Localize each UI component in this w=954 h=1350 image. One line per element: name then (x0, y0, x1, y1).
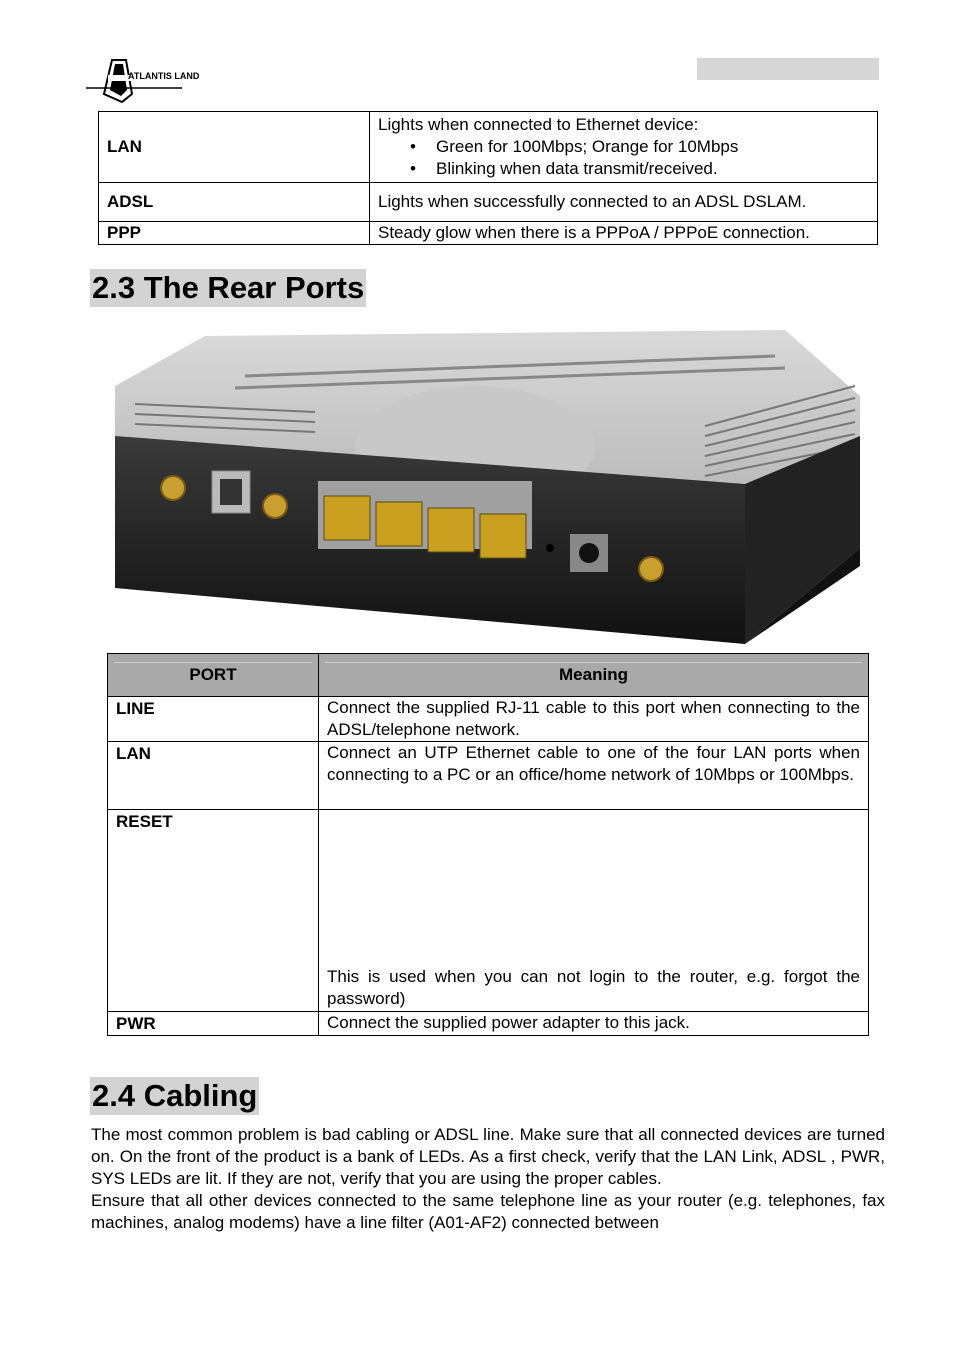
table-row (99, 112, 878, 183)
port-name: RESET (108, 810, 319, 1012)
router-rear-photo (95, 316, 880, 644)
paragraph: Ensure that all other devices connected to the same telephone line as your router (e.g. telephones, fax machines, analog modems) have a line filter (A01-AF2) connected between (91, 1191, 885, 1232)
led-name: PPP (99, 222, 370, 245)
led-name: LAN (99, 112, 370, 183)
port-description: Connect the supplied power adapter to this jack. (319, 1012, 869, 1036)
port-name: LINE (108, 697, 319, 742)
port-table (107, 653, 869, 1036)
led-description (370, 112, 878, 183)
section-title-cabling: 2.4 Cabling (92, 1078, 258, 1113)
port-name: LAN (108, 742, 319, 810)
section-title-rear-ports: 2.3 The Rear Ports (92, 270, 365, 305)
table-row (108, 1012, 869, 1036)
cabling-body-text (91, 1124, 885, 1234)
led-table (98, 111, 878, 245)
list-item: • Green for 100Mbps; Orange for 10Mbps (378, 136, 869, 158)
table-row (108, 810, 869, 1012)
port-description: Connect the supplied RJ-11 cable to this port when connecting to the ADSL/telephone network. (319, 697, 869, 742)
list-item: • Blinking when data transmit/received. (378, 158, 869, 180)
logo-text: ATLANTIS LAND (128, 71, 200, 81)
table-header-row (108, 654, 869, 697)
header-bar (697, 58, 879, 80)
table-row (99, 183, 878, 222)
port-name: PWR (108, 1012, 319, 1036)
table-row (99, 222, 878, 245)
port-description: This is used when you can not login to the router, e.g. forgot the password) (319, 810, 869, 1012)
port-description: Connect an UTP Ethernet cable to one of the four LAN ports when connecting to a PC or an office/home network of 10Mbps or 100Mbps. (319, 742, 869, 810)
led-description: Steady glow when there is a PPPoA / PPPoE connection. (370, 222, 878, 245)
atlantis-logo (82, 58, 200, 104)
column-header-meaning: Meaning (319, 654, 869, 697)
led-name: ADSL (99, 183, 370, 222)
led-description: Lights when successfully connected to an ADSL DSLAM. (370, 183, 878, 222)
led-bullet-list (378, 136, 869, 180)
table-row (108, 697, 869, 742)
led-description-text: Lights when connected to Ethernet device: (378, 115, 699, 134)
column-header-port: PORT (108, 654, 319, 697)
table-row (108, 742, 869, 810)
paragraph: The most common problem is bad cabling or ADSL line. Make sure that all connected devices are turned on. On the front of the product is a bank of LEDs. As a first check, verify that the LAN Link, ADSL , PWR, SYS LEDs are lit. If they are not, verify that you are using the proper cables. (91, 1125, 885, 1188)
